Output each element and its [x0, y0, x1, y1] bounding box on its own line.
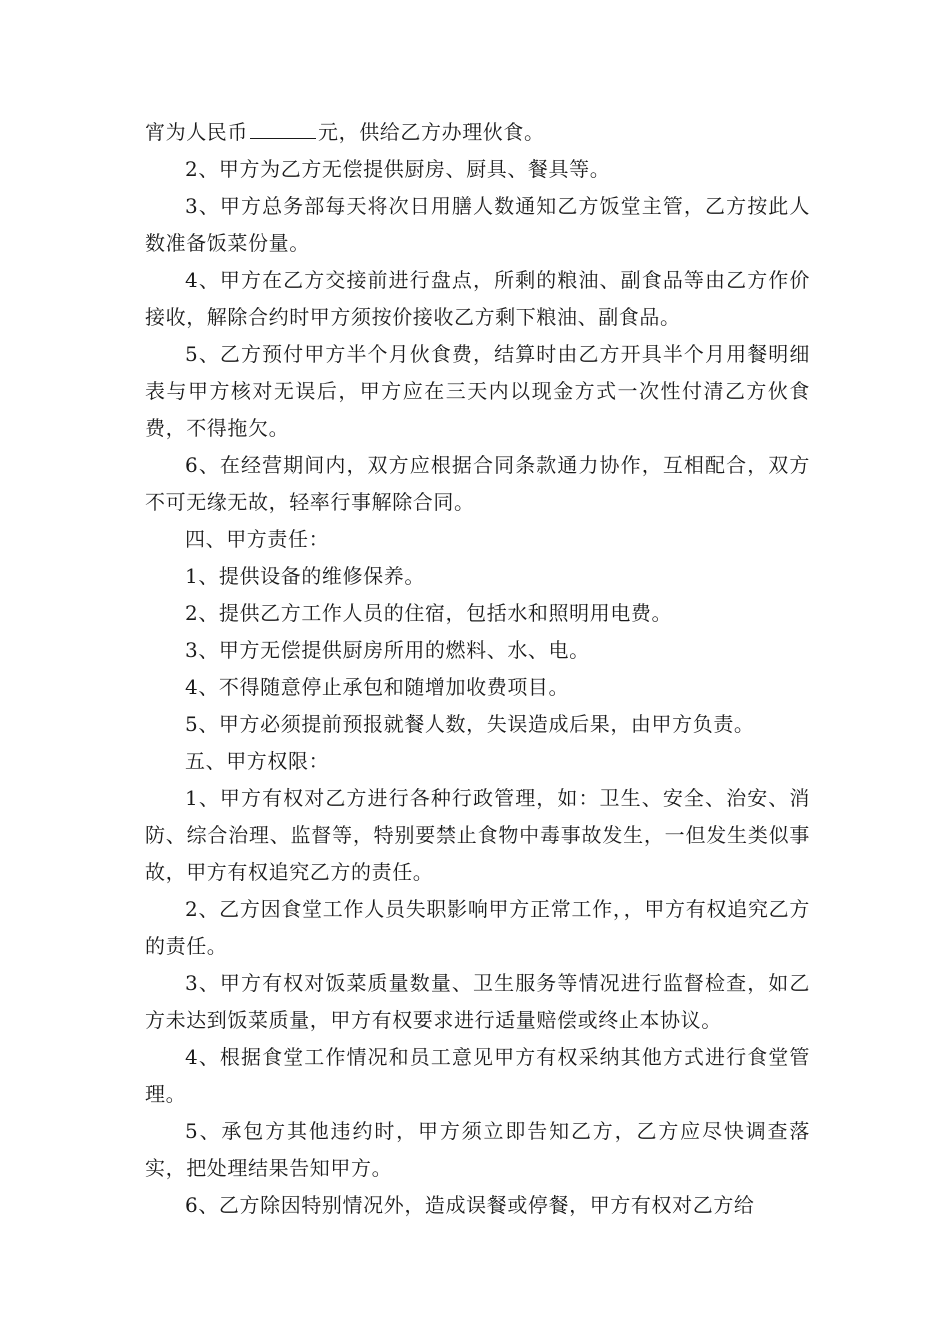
paragraph-duty-4: 4、不得随意停止承包和随增加收费项目。: [185, 675, 570, 699]
section-heading-party-a-duties: 四、甲方责任：: [185, 527, 330, 551]
paragraph-right-3: 3、甲方有权对饭菜质量数量、卫生服务等情况进行监督检查，如乙方未达到饭菜质量，甲方有权要求进行适量赔偿或终止本协议。: [145, 971, 810, 1032]
paragraph-text-before-blank: 宵为人民币: [145, 120, 248, 144]
paragraph-text-after-blank: 元，供给乙方办理伙食。: [318, 120, 545, 144]
paragraph-right-6: 6、乙方除因特别情况外，造成误餐或停餐，甲方有权对乙方给: [185, 1193, 755, 1217]
paragraph-duty-1: 1、提供设备的维修保养。: [185, 564, 425, 588]
paragraph-duty-2: 2、提供乙方工作人员的住宿，包括水和照明用电费。: [185, 601, 673, 625]
paragraph-duty-3: 3、甲方无偿提供厨房所用的燃料、水、电。: [185, 638, 590, 662]
paragraph-right-4: 4、根据食堂工作情况和员工意见甲方有权采纳其他方式进行食堂管理。: [145, 1045, 810, 1106]
paragraph-right-5: 5、承包方其他违约时，甲方须立即告知乙方，乙方应尽快调查落实，把处理结果告知甲方。: [145, 1119, 810, 1180]
fill-in-blank: [250, 116, 316, 139]
paragraph-clause-4: 4、甲方在乙方交接前进行盘点，所剩的粮油、副食品等由乙方作价接收，解除合约时甲方须按价接收乙方剩下粮油、副食品。: [145, 268, 810, 329]
paragraph-clause-6: 6、在经营期间内，双方应根据合同条款通力协作，互相配合，双方不可无缘无故，轻率行事解除合同。: [145, 453, 810, 514]
document-body: [145, 114, 810, 1224]
paragraph-right-2: 2、乙方因食堂工作人员失职影响甲方正常工作，，甲方有权追究乙方的责任。: [145, 897, 810, 958]
paragraph-right-1: 1、甲方有权对乙方进行各种行政管理，如：卫生、安全、治安、消防、综合治理、监督等，特别要禁止食物中毒事故发生，一但发生类似事故，甲方有权追究乙方的责任。: [145, 786, 810, 884]
paragraph-clause-3: 3、甲方总务部每天将次日用膳人数通知乙方饭堂主管，乙方按此人数准备饭菜份量。: [145, 194, 810, 255]
section-heading-party-a-rights: 五、甲方权限：: [185, 749, 330, 773]
paragraph-clause-5: 5、乙方预付甲方半个月伙食费，结算时由乙方开具半个月用餐明细表与甲方核对无误后，甲方应在三天内以现金方式一次性付清乙方伙食费，不得拖欠。: [145, 342, 810, 440]
paragraph-duty-5: 5、甲方必须提前预报就餐人数，失误造成后果，由甲方负责。: [185, 712, 755, 736]
paragraph-continued: [145, 114, 810, 151]
paragraph-clause-2: 2、甲方为乙方无偿提供厨房、厨具、餐具等。: [185, 157, 611, 181]
